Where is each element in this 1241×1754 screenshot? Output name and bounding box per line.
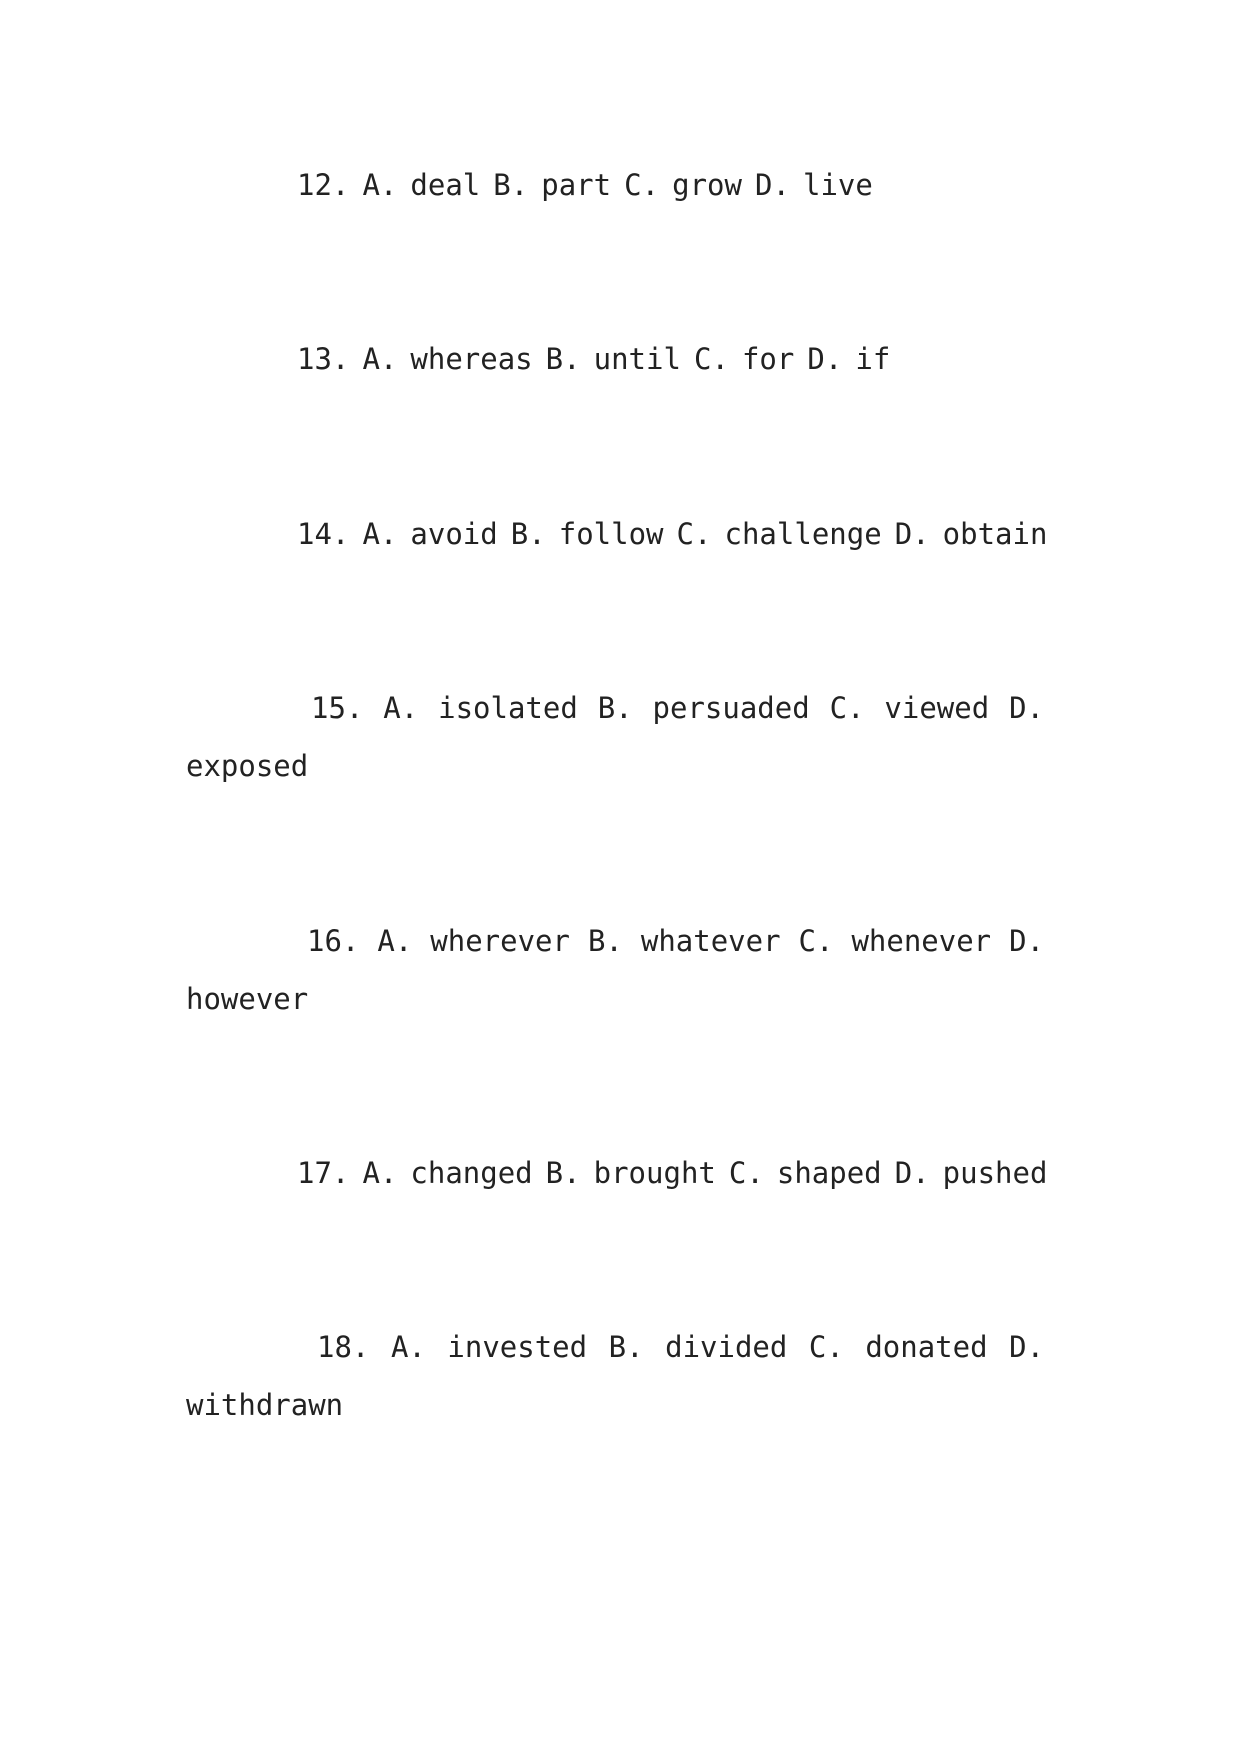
option-a-letter: A. bbox=[362, 1156, 398, 1190]
question-16 bbox=[186, 912, 1044, 1028]
option-b-letter: B. bbox=[545, 342, 581, 376]
option-c-letter: C. bbox=[694, 342, 729, 376]
option-d-letter: D. bbox=[1009, 691, 1045, 725]
question-17-line bbox=[186, 1144, 1048, 1202]
option-c-letter: C. bbox=[676, 517, 712, 551]
question-number: 17. bbox=[297, 1156, 350, 1190]
question-15-line-1 bbox=[186, 679, 1044, 737]
option-d-letter: D. bbox=[1009, 1330, 1045, 1364]
option-d-word: if bbox=[855, 342, 891, 376]
option-a-word: isolated bbox=[438, 691, 578, 725]
option-b-word: part bbox=[541, 168, 612, 202]
option-d-letter: D. bbox=[807, 342, 843, 376]
option-a-letter: A. bbox=[377, 924, 413, 958]
option-b-word: divided bbox=[665, 1330, 788, 1364]
option-c-letter: C. bbox=[728, 1156, 764, 1190]
option-a-word: whereas bbox=[410, 342, 533, 376]
question-13-line bbox=[186, 330, 1044, 388]
option-a-word: changed bbox=[410, 1156, 533, 1190]
option-c-letter: C. bbox=[798, 924, 834, 958]
option-a-word: wherever bbox=[430, 924, 570, 958]
option-d-word: obtain bbox=[942, 517, 1048, 551]
option-a-letter: A. bbox=[362, 342, 398, 376]
question-14 bbox=[186, 505, 1048, 563]
question-number: 18. bbox=[317, 1330, 370, 1364]
option-d-word: exposed bbox=[186, 749, 309, 783]
question-number: 12. bbox=[297, 168, 350, 202]
option-c-letter: C. bbox=[808, 1330, 844, 1364]
option-b-letter: B. bbox=[608, 1330, 644, 1364]
option-b-letter: B. bbox=[587, 924, 623, 958]
question-15 bbox=[186, 679, 1044, 795]
option-a-word: avoid bbox=[410, 517, 498, 551]
option-a-letter: A. bbox=[362, 168, 398, 202]
option-b-letter: B. bbox=[510, 517, 546, 551]
option-b-letter: B. bbox=[493, 168, 529, 202]
question-14-line bbox=[186, 505, 1048, 563]
option-c-word: whenever bbox=[851, 924, 992, 958]
option-d-word: withdrawn bbox=[186, 1388, 344, 1422]
option-d-word: live bbox=[802, 168, 873, 202]
option-c-word: grow bbox=[672, 168, 742, 202]
option-b-word: persuaded bbox=[652, 691, 810, 725]
option-a-letter: A. bbox=[383, 691, 419, 725]
option-c-word: challenge bbox=[724, 517, 882, 551]
question-number: 13. bbox=[297, 342, 350, 376]
option-c-word: viewed bbox=[884, 691, 990, 725]
question-12 bbox=[186, 156, 1044, 214]
option-b-letter: B. bbox=[597, 691, 633, 725]
option-d-word: pushed bbox=[942, 1156, 1048, 1190]
question-12-line bbox=[186, 156, 1044, 214]
option-c-word: donated bbox=[865, 1330, 988, 1364]
option-c-word: for bbox=[741, 342, 795, 376]
option-a-letter: A. bbox=[362, 517, 398, 551]
question-17 bbox=[186, 1144, 1048, 1202]
option-d-letter: D. bbox=[1009, 924, 1045, 958]
question-number: 14. bbox=[297, 517, 350, 551]
option-d-word: however bbox=[186, 982, 309, 1016]
option-d-letter: D. bbox=[894, 1156, 930, 1190]
option-d-letter: D. bbox=[894, 517, 930, 551]
question-number: 16. bbox=[307, 924, 360, 958]
question-number: 15. bbox=[311, 691, 364, 725]
option-a-word: invested bbox=[447, 1330, 588, 1364]
option-c-letter: C. bbox=[829, 691, 865, 725]
question-18-line-2 bbox=[186, 1376, 1044, 1434]
question-16-line-2 bbox=[186, 970, 1044, 1028]
question-15-line-2 bbox=[186, 737, 1044, 795]
option-b-word: brought bbox=[593, 1156, 716, 1190]
option-a-word: deal bbox=[410, 168, 481, 202]
option-c-word: shaped bbox=[776, 1156, 882, 1190]
option-c-letter: C. bbox=[624, 168, 660, 202]
option-b-word: follow bbox=[558, 517, 664, 551]
question-18-line-1 bbox=[186, 1318, 1044, 1376]
option-d-letter: D. bbox=[755, 168, 790, 202]
option-b-word: whatever bbox=[640, 924, 781, 958]
question-18 bbox=[186, 1318, 1044, 1434]
question-13 bbox=[186, 330, 1044, 388]
option-a-letter: A. bbox=[390, 1330, 426, 1364]
option-b-word: until bbox=[593, 342, 681, 376]
question-16-line-1 bbox=[186, 912, 1044, 970]
option-b-letter: B. bbox=[545, 1156, 581, 1190]
